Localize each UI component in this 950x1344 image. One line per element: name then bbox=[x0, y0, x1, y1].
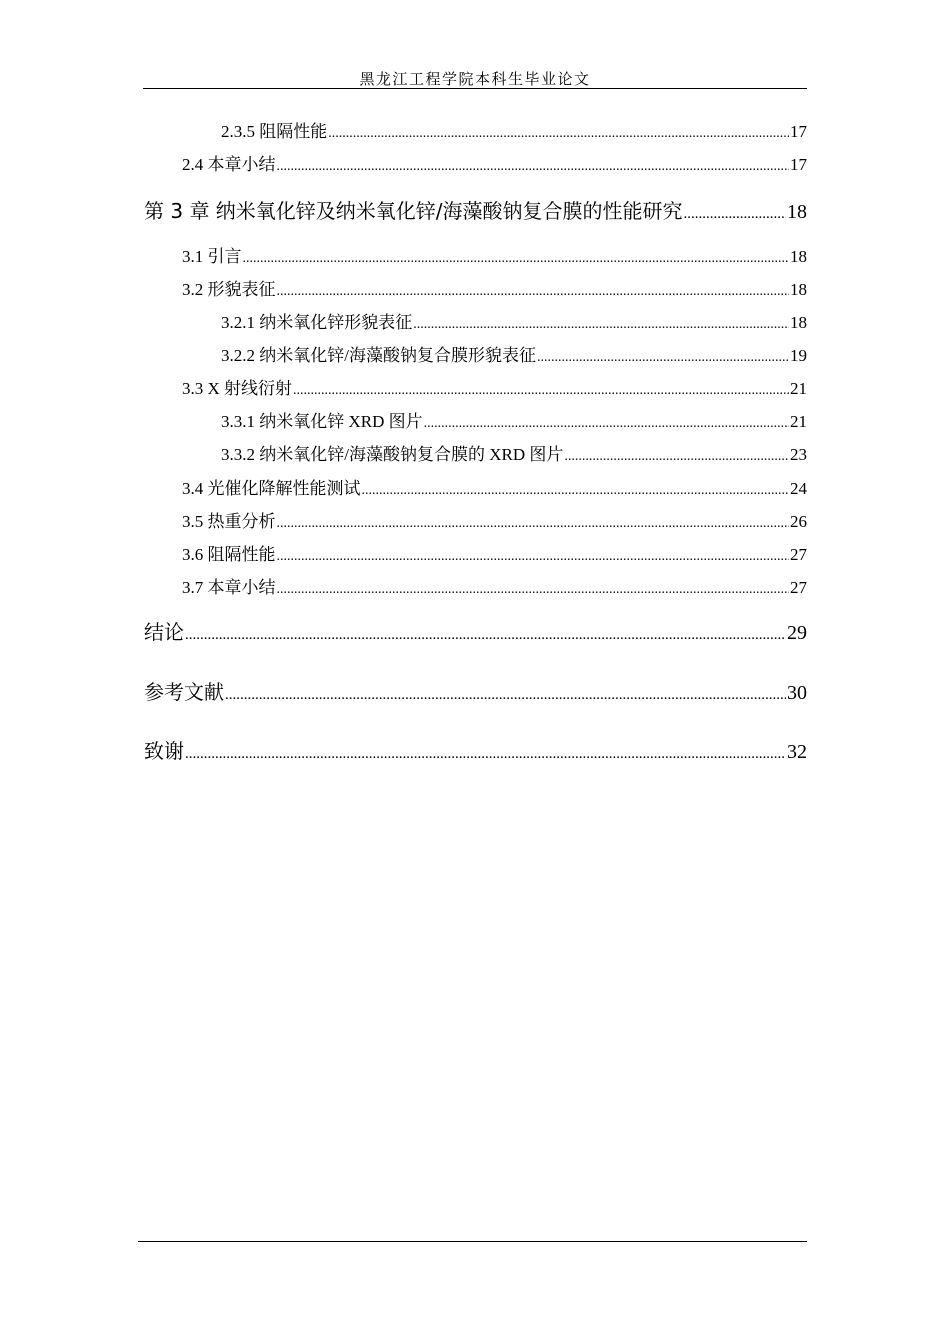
toc-entry-page: 19 bbox=[790, 346, 807, 365]
toc-entry-title: 3.5 热重分析 bbox=[182, 512, 276, 531]
toc-entry-page: 17 bbox=[790, 155, 807, 174]
toc-leader-dots bbox=[243, 251, 790, 267]
toc-entry-title: 3.3 X 射线衍射 bbox=[182, 379, 293, 398]
toc-leader-dots bbox=[564, 449, 789, 465]
footer-rule bbox=[138, 1241, 807, 1242]
toc-leader-dots bbox=[328, 126, 789, 142]
toc-entry-conclusion[interactable] bbox=[144, 616, 807, 642]
running-header: 黑龙江工程学院本科生毕业论文 bbox=[359, 70, 591, 88]
toc-entry-3-5[interactable] bbox=[182, 507, 807, 529]
toc-entry-3-2-1[interactable] bbox=[221, 308, 807, 330]
toc-entry-title: 致谢 bbox=[144, 739, 184, 763]
toc-entry-title: 3.2.2 纳米氧化锌/海藻酸钠复合膜形貌表征 bbox=[221, 346, 536, 365]
toc-entry-title: 结论 bbox=[144, 620, 184, 644]
toc-entry-page: 18 bbox=[790, 280, 807, 299]
toc-leader-dots bbox=[293, 383, 789, 399]
toc-entry-title: 2.4 本章小结 bbox=[182, 155, 276, 174]
toc-entry-3-3-2[interactable] bbox=[221, 440, 807, 462]
toc-leader-dots bbox=[413, 317, 789, 333]
toc-leader-dots bbox=[185, 627, 786, 644]
header-rule bbox=[143, 88, 807, 89]
toc-leader-dots bbox=[277, 284, 790, 300]
toc-entry-title: 3.6 阻隔性能 bbox=[182, 545, 276, 564]
toc-leader-dots bbox=[277, 159, 790, 175]
toc-entry-page: 21 bbox=[790, 412, 807, 431]
toc-leader-dots bbox=[277, 549, 790, 565]
toc-entry-3-4[interactable] bbox=[182, 474, 807, 496]
toc-entry-title: 3.4 光催化降解性能测试 bbox=[182, 479, 361, 498]
toc-entry-page: 27 bbox=[790, 578, 807, 597]
toc-entry-acknowledgements[interactable] bbox=[144, 735, 807, 761]
toc-leader-dots bbox=[537, 350, 789, 366]
toc-entry-title: 3.3.1 纳米氧化锌 XRD 图片 bbox=[221, 412, 423, 431]
toc-entry-title: 3.2.1 纳米氧化锌形貌表征 bbox=[221, 313, 413, 332]
toc-entry-title: 2.3.5 阻隔性能 bbox=[221, 122, 328, 141]
toc-leader-dots bbox=[277, 516, 790, 532]
toc-entry-3-2[interactable] bbox=[182, 275, 807, 297]
toc-entry-title: 参考文献 bbox=[144, 680, 224, 704]
toc-entry-chapter-3[interactable] bbox=[144, 195, 807, 221]
toc-entry-page: 24 bbox=[790, 479, 807, 498]
toc-entry-3-1[interactable] bbox=[182, 242, 807, 264]
toc-entry-page: 23 bbox=[790, 445, 807, 464]
toc-entry-3-2-2[interactable] bbox=[221, 341, 807, 363]
toc-entry-3-6[interactable] bbox=[182, 540, 807, 562]
toc-entry-title: 3.1 引言 bbox=[182, 247, 242, 266]
toc-entry-page: 18 bbox=[790, 313, 807, 332]
toc-entry-page: 27 bbox=[790, 545, 807, 564]
toc-entry-page: 30 bbox=[787, 682, 807, 704]
toc-leader-dots bbox=[362, 483, 790, 499]
toc-leader-dots bbox=[684, 206, 786, 223]
toc-leader-dots bbox=[225, 687, 786, 704]
toc-entry-title: 3.3.2 纳米氧化锌/海藻酸钠复合膜的 XRD 图片 bbox=[221, 445, 564, 464]
toc-entry-page: 29 bbox=[787, 622, 807, 644]
toc-entry-2-4[interactable] bbox=[182, 150, 807, 172]
toc-leader-dots bbox=[185, 746, 786, 763]
toc-entry-page: 17 bbox=[790, 122, 807, 141]
toc-entry-title: 3.7 本章小结 bbox=[182, 578, 276, 597]
toc-entry-page: 26 bbox=[790, 512, 807, 531]
toc-entry-title: 第 3 章 纳米氧化锌及纳米氧化锌/海藻酸钠复合膜的性能研究 bbox=[144, 199, 683, 223]
toc-leader-dots bbox=[277, 582, 790, 598]
toc-entry-page: 21 bbox=[790, 379, 807, 398]
toc-entry-3-3-1[interactable] bbox=[221, 407, 807, 429]
toc-entry-page: 18 bbox=[787, 201, 807, 223]
toc-entry-references[interactable] bbox=[144, 676, 807, 702]
toc-entry-page: 32 bbox=[787, 741, 807, 763]
toc-entry-2-3-5[interactable] bbox=[221, 117, 807, 139]
toc-entry-3-3[interactable] bbox=[182, 374, 807, 396]
toc-entry-page: 18 bbox=[790, 247, 807, 266]
toc-leader-dots bbox=[424, 416, 789, 432]
toc-entry-3-7[interactable] bbox=[182, 573, 807, 595]
toc-entry-title: 3.2 形貌表征 bbox=[182, 280, 276, 299]
